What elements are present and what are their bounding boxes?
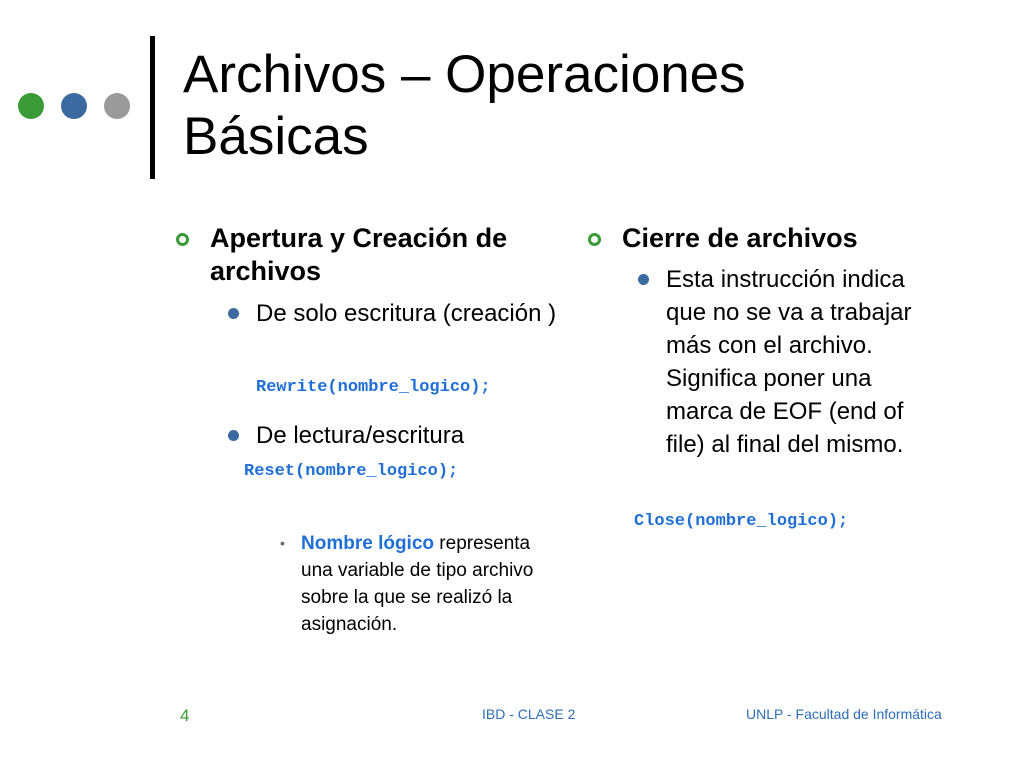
code-close: Close(nombre_logico); bbox=[634, 512, 849, 531]
footer-institution: UNLP - Facultad de Informática bbox=[746, 706, 942, 722]
footer-course: IBD - CLASE 2 bbox=[482, 706, 576, 722]
decorative-dots bbox=[18, 93, 130, 119]
right-column bbox=[584, 222, 964, 461]
bullet-cierre-text: Cierre de archivos bbox=[622, 223, 858, 253]
ring-bullet-icon bbox=[588, 233, 601, 246]
note-nombre-logico bbox=[280, 530, 551, 638]
note-text: representa una variable de tipo archivo sobre la que se realizó la asignación. bbox=[301, 533, 534, 635]
slide-title-line-2: Básicas bbox=[183, 107, 369, 166]
bullet-apertura bbox=[172, 222, 562, 288]
dot-bullet-icon bbox=[228, 430, 239, 441]
bullet-cierre bbox=[584, 222, 964, 255]
dot-bullet-icon bbox=[638, 274, 649, 285]
bullet-apertura-text: Apertura y Creación de archivos bbox=[210, 223, 508, 286]
sub-bullet-escritura-text: De solo escritura (creación ) bbox=[256, 300, 557, 327]
slide-title bbox=[183, 44, 1003, 168]
page-number: 4 bbox=[180, 706, 190, 725]
sub-bullet-lectura bbox=[172, 419, 646, 452]
note-term: Nombre lógico bbox=[301, 533, 435, 554]
left-column bbox=[172, 222, 562, 330]
small-bullet-icon: • bbox=[280, 535, 285, 551]
code-rewrite: Rewrite(nombre_logico); bbox=[256, 378, 491, 397]
sub-bullet-escritura bbox=[172, 297, 562, 330]
gray-dot-icon bbox=[104, 93, 130, 119]
blue-dot-icon bbox=[61, 93, 87, 119]
slide-title-line-1: Archivos – Operaciones bbox=[183, 45, 746, 104]
code-reset: Reset(nombre_logico); bbox=[244, 462, 459, 481]
sub-bullet-lectura-text: De lectura/escritura bbox=[256, 422, 465, 449]
title-divider bbox=[150, 36, 155, 179]
sub-bullet-close bbox=[584, 263, 964, 461]
dot-bullet-icon bbox=[228, 308, 239, 319]
ring-bullet-icon bbox=[176, 233, 189, 246]
green-dot-icon bbox=[18, 93, 44, 119]
sub-bullet-close-text: Esta instrucción indica que no se va a trabajar más con el archivo. Significa poner una marca de EOF (end of file) al final del mismo. bbox=[666, 266, 912, 458]
